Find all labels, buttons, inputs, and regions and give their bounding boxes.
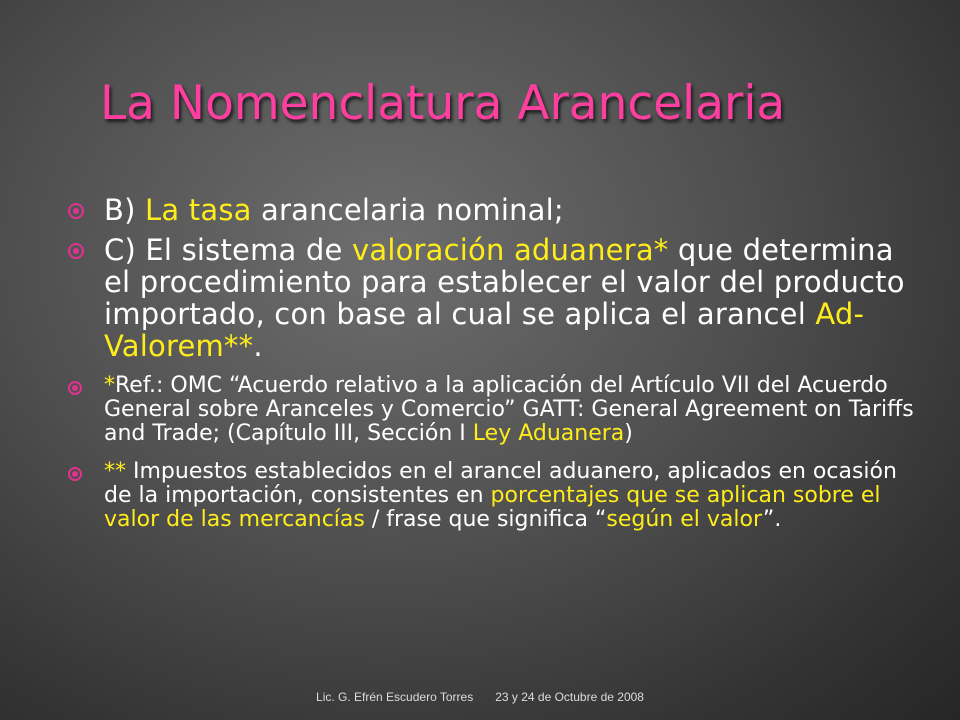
footer-date: 23 y 24 de Octubre de 2008 — [495, 690, 644, 704]
bullet-list — [68, 194, 920, 532]
highlight-text: Ley Aduanera — [472, 421, 625, 446]
list-item-valoracion — [68, 234, 920, 362]
item-text: que determina el procedimiento para establecer el valor del producto importado, con base al cual se aplica el arancel — [104, 233, 905, 331]
item-text: C) El sistema de — [104, 233, 352, 267]
item-text: . — [253, 329, 263, 363]
item-text: ) — [624, 421, 633, 446]
highlight-text: * — [104, 373, 115, 398]
bullet-icon — [68, 467, 82, 481]
highlight-text: La tasa — [145, 193, 252, 227]
footer-author: Lic. G. Efrén Escudero Torres — [316, 690, 474, 704]
list-item-reference — [68, 374, 920, 446]
item-text: Ref.: OMC “Acuerdo relativo a la aplicación del Artículo VII del Acuerdo General sobre Aranceles y Comercio” GATT: General Agreement on Tariffs and Trade; (Capítulo III, Sección I — [104, 373, 914, 446]
slide-title: La Nomenclatura Arancelaria — [100, 76, 786, 131]
item-text: Impuestos establecidos en el arancel aduanero, aplicados en ocasión de la importación, consistentes en — [104, 459, 897, 508]
highlight-text: según el valor — [606, 507, 763, 532]
item-text: arancelaria nominal; — [251, 193, 564, 227]
highlight-text: Ad-Valorem** — [104, 297, 865, 363]
bullet-icon — [68, 243, 84, 259]
list-item-tasa — [68, 194, 920, 226]
highlight-text: valoración aduanera* — [351, 233, 669, 267]
list-item-impuestos — [68, 460, 920, 532]
highlight-text: ** — [104, 459, 126, 484]
item-text: ”. — [762, 507, 782, 532]
item-text: / frase que significa “ — [364, 507, 607, 532]
highlight-text: porcentajes que se aplican sobre el valor de las mercancías — [104, 483, 881, 532]
bullet-icon — [68, 381, 82, 395]
item-text: B) — [104, 193, 146, 227]
bullet-icon — [68, 203, 84, 219]
slide-footer — [0, 690, 960, 704]
